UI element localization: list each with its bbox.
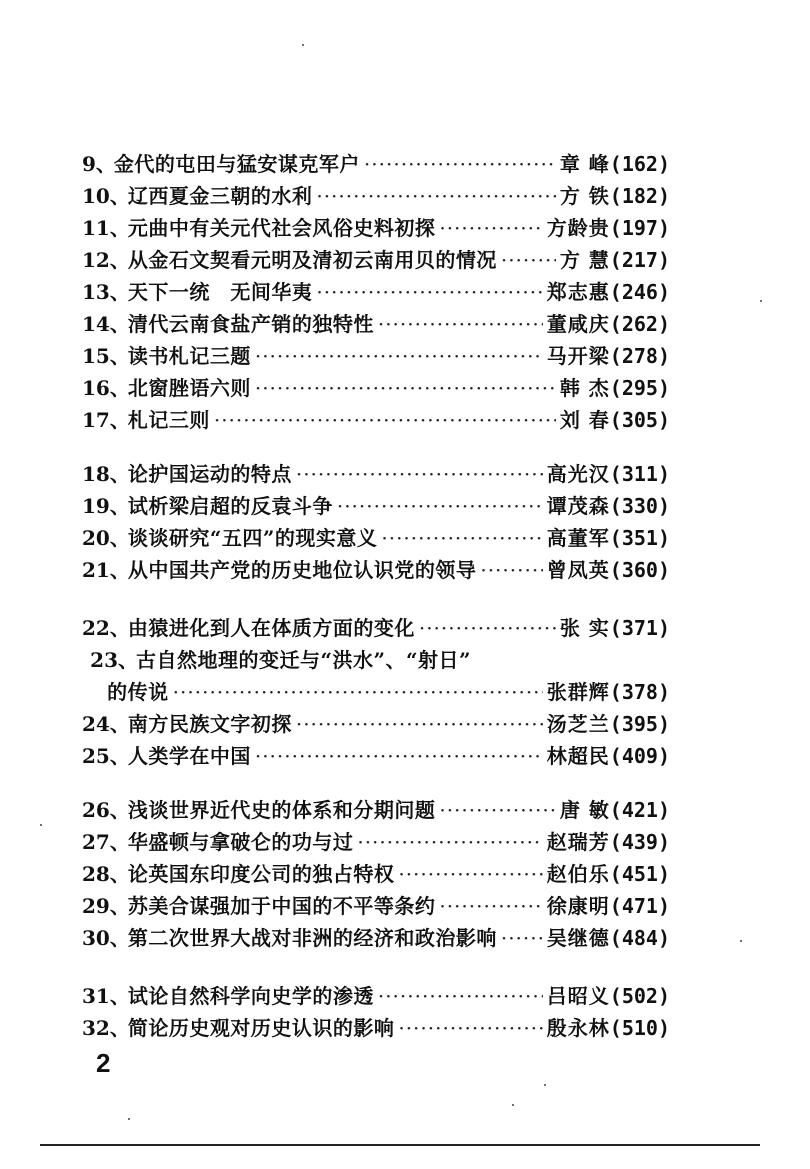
entry-number: 23 [90,648,118,672]
entry-number: 30 [82,926,110,950]
toc-entry [82,148,670,180]
entry-title: 从金石文契看元明及清初云南用贝的情况 [127,248,497,272]
toc-entry [82,308,670,340]
entry-author: 唐 敏 [559,798,610,822]
entry-title: 人类学在中国 [127,744,251,768]
entry-separator: 、 [109,376,130,400]
entry-separator: 、 [109,862,130,886]
entry-page: (371) [609,616,670,640]
dot-leader [381,522,542,554]
toc-entry [82,458,670,490]
entry-author: 赵伯乐 [546,862,610,886]
entry-separator: 、 [109,926,130,950]
toc-entry [82,740,670,772]
entry-separator: 、 [109,616,130,640]
entry-page: (330) [609,494,670,518]
entry-number: 9 [82,152,96,176]
dot-leader [501,244,556,276]
toc-entry [82,490,670,522]
entry-separator: 、 [109,184,130,208]
entry-page: (502) [609,984,670,1008]
entry-separator: 、 [109,408,130,432]
entry-number: 12 [82,248,110,272]
entry-author: 高董军 [546,526,610,550]
scan-speck [740,940,742,942]
entry-author: 曾凤英 [546,558,610,582]
entry-author: 方龄贵 [546,216,610,240]
toc-entry [82,1012,670,1044]
dot-leader [255,340,543,372]
scan-speck [40,824,42,826]
toc-entry [82,794,670,826]
entry-title: 论英国东印度公司的独占特权 [127,862,395,886]
entry-title: 试论自然科学向史学的渗透 [127,984,374,1008]
entry-author: 方 铁 [559,184,610,208]
entry-number: 26 [82,798,110,822]
dot-leader [296,708,543,740]
bottom-rule [40,1144,760,1146]
entry-title: 金代的屯田与猛安谋克军户 [113,152,360,176]
entry-separator: 、 [109,712,130,736]
entry-page: (451) [609,862,670,886]
entry-page: (311) [609,462,670,486]
dot-leader [357,826,542,858]
scan-speck [128,1118,130,1120]
dot-leader [337,490,543,522]
entry-separator: 、 [109,248,130,272]
toc-entry [82,644,670,676]
entry-author: 张群辉 [546,680,610,704]
entry-number: 24 [82,712,110,736]
toc-entry [82,890,670,922]
entry-author: 吕昭义 [546,984,610,1008]
dot-leader [480,554,542,586]
toc-entry [82,922,670,954]
toc-entry [82,212,670,244]
toc-entry [82,180,670,212]
entry-page: (439) [609,830,670,854]
entry-title: 札记三则 [127,408,210,432]
dot-leader [255,740,543,772]
dot-leader [173,676,543,708]
entry-separator: 、 [109,216,130,240]
entry-number: 13 [82,280,110,304]
entry-number: 28 [82,862,110,886]
toc-entry [82,372,670,404]
entry-author: 徐康明 [546,894,610,918]
entry-separator: 、 [95,152,116,176]
entry-author: 韩 杰 [559,376,610,400]
entry-page: (510) [609,1016,670,1040]
toc-entry [82,980,670,1012]
dot-leader [296,458,543,490]
toc-entry [82,522,670,554]
entry-title: 论护国运动的特点 [127,462,292,486]
entry-separator: 、 [109,344,130,368]
entry-number: 25 [82,744,110,768]
entry-title: 由猿进化到人在体质方面的变化 [127,616,415,640]
scan-speck [512,1104,514,1106]
dot-leader [378,980,543,1012]
toc-entry [82,708,670,740]
entry-author: 殷永林 [546,1016,610,1040]
entry-author: 谭茂森 [546,494,610,518]
entry-number: 21 [82,558,110,582]
dot-leader [255,372,556,404]
entry-page: (421) [609,798,670,822]
entry-separator: 、 [118,648,138,672]
entry-author: 郑志惠 [546,280,610,304]
entry-separator: 、 [109,744,130,768]
toc-entry [82,554,670,586]
entry-page: (378) [609,680,670,704]
entry-number: 17 [82,408,110,432]
entry-separator: 、 [109,1016,130,1040]
entry-separator: 、 [109,830,130,854]
entry-author: 林超民 [546,744,610,768]
entry-number: 11 [82,216,110,240]
entry-title: 读书札记三题 [127,344,251,368]
entry-title: 北窗脞语六则 [127,376,251,400]
entry-page: (262) [609,312,670,336]
entry-page: (409) [609,744,670,768]
entry-page: (162) [609,152,670,176]
entry-page: (395) [609,712,670,736]
entry-title: 简论历史观对历史认识的影响 [127,1016,395,1040]
entry-number: 29 [82,894,110,918]
toc-entry [82,340,670,372]
entry-page: (484) [609,926,670,950]
entry-separator: 、 [109,558,130,582]
entry-page: (471) [609,894,670,918]
entry-number: 32 [82,1016,110,1040]
entry-author: 张 实 [559,616,610,640]
dot-leader [439,794,555,826]
toc-entry [82,826,670,858]
entry-page: (217) [609,248,670,272]
dot-leader [398,1012,542,1044]
entry-title: 南方民族文字初探 [127,712,292,736]
toc-entry [82,858,670,890]
dot-leader [378,308,543,340]
entry-author: 董咸庆 [546,312,610,336]
entry-separator: 、 [109,280,130,304]
scan-speck [544,1084,546,1086]
entry-number: 20 [82,526,110,550]
entry-title: 苏美合谋强加于中国的不平等条约 [127,894,436,918]
toc-entry [82,612,670,644]
entry-number: 19 [82,494,110,518]
entry-author: 方 慧 [559,248,610,272]
dot-leader [439,212,542,244]
dot-leader [501,922,543,954]
entry-author: 赵瑞芳 [546,830,610,854]
entry-page: (305) [609,408,670,432]
entry-page: (351) [609,526,670,550]
entry-page: (182) [609,184,670,208]
entry-number: 27 [82,830,110,854]
entry-title: 古自然地理的变迁与“洪水”、“射日” [136,648,472,672]
entry-title: 元曲中有关元代社会风俗史料初探 [127,216,436,240]
dot-leader [316,180,555,212]
entry-title: 试析梁启超的反袁斗争 [127,494,333,518]
entry-separator: 、 [109,894,130,918]
scan-speck [760,300,762,302]
toc-entry [82,276,670,308]
entry-separator: 、 [109,312,130,336]
entry-title: 辽西夏金三朝的水利 [127,184,313,208]
entry-number: 10 [82,184,110,208]
entry-title: 从中国共产党的历史地位认识党的领导 [127,558,477,582]
entry-title: 华盛顿与拿破仑的功与过 [127,830,354,854]
entry-separator: 、 [109,984,130,1008]
entry-title: 天下一统 无间华夷 [127,280,313,304]
entry-page: (360) [609,558,670,582]
dot-leader [214,404,556,436]
entry-number: 14 [82,312,110,336]
entry-author: 刘 春 [559,408,610,432]
dot-leader [398,858,542,890]
entry-title-continuation: 的传说 [107,680,169,704]
toc-entry [82,244,670,276]
entry-page: (246) [609,280,670,304]
toc-entry-continuation [82,676,670,708]
scan-speck [302,44,304,46]
entry-separator: 、 [109,462,130,486]
entry-number: 22 [82,616,110,640]
dot-leader [439,890,542,922]
entry-page: (278) [609,344,670,368]
entry-separator: 、 [109,526,130,550]
dot-leader [316,276,542,308]
toc-entry [82,404,670,436]
entry-number: 31 [82,984,110,1008]
entry-number: 16 [82,376,110,400]
entry-page: (295) [609,376,670,400]
entry-number: 18 [82,462,110,486]
entry-author: 汤芝兰 [546,712,610,736]
dot-leader [419,612,556,644]
entry-author: 吴继德 [546,926,610,950]
entry-separator: 、 [109,798,130,822]
entry-title: 浅谈世界近代史的体系和分期问题 [127,798,436,822]
entry-page: (197) [609,216,670,240]
entry-title: 清代云南食盐产销的独特性 [127,312,374,336]
entry-number: 15 [82,344,110,368]
entry-separator: 、 [109,494,130,518]
entry-title: 第二次世界大战对非洲的经济和政治影响 [127,926,497,950]
entry-author: 马开梁 [546,344,610,368]
dot-leader [364,148,556,180]
entry-author: 高光汉 [546,462,610,486]
page-number: 2 [96,1048,111,1078]
entry-title: 谈谈研究“五四”的现实意义 [127,526,378,550]
entry-author: 章 峰 [559,152,610,176]
